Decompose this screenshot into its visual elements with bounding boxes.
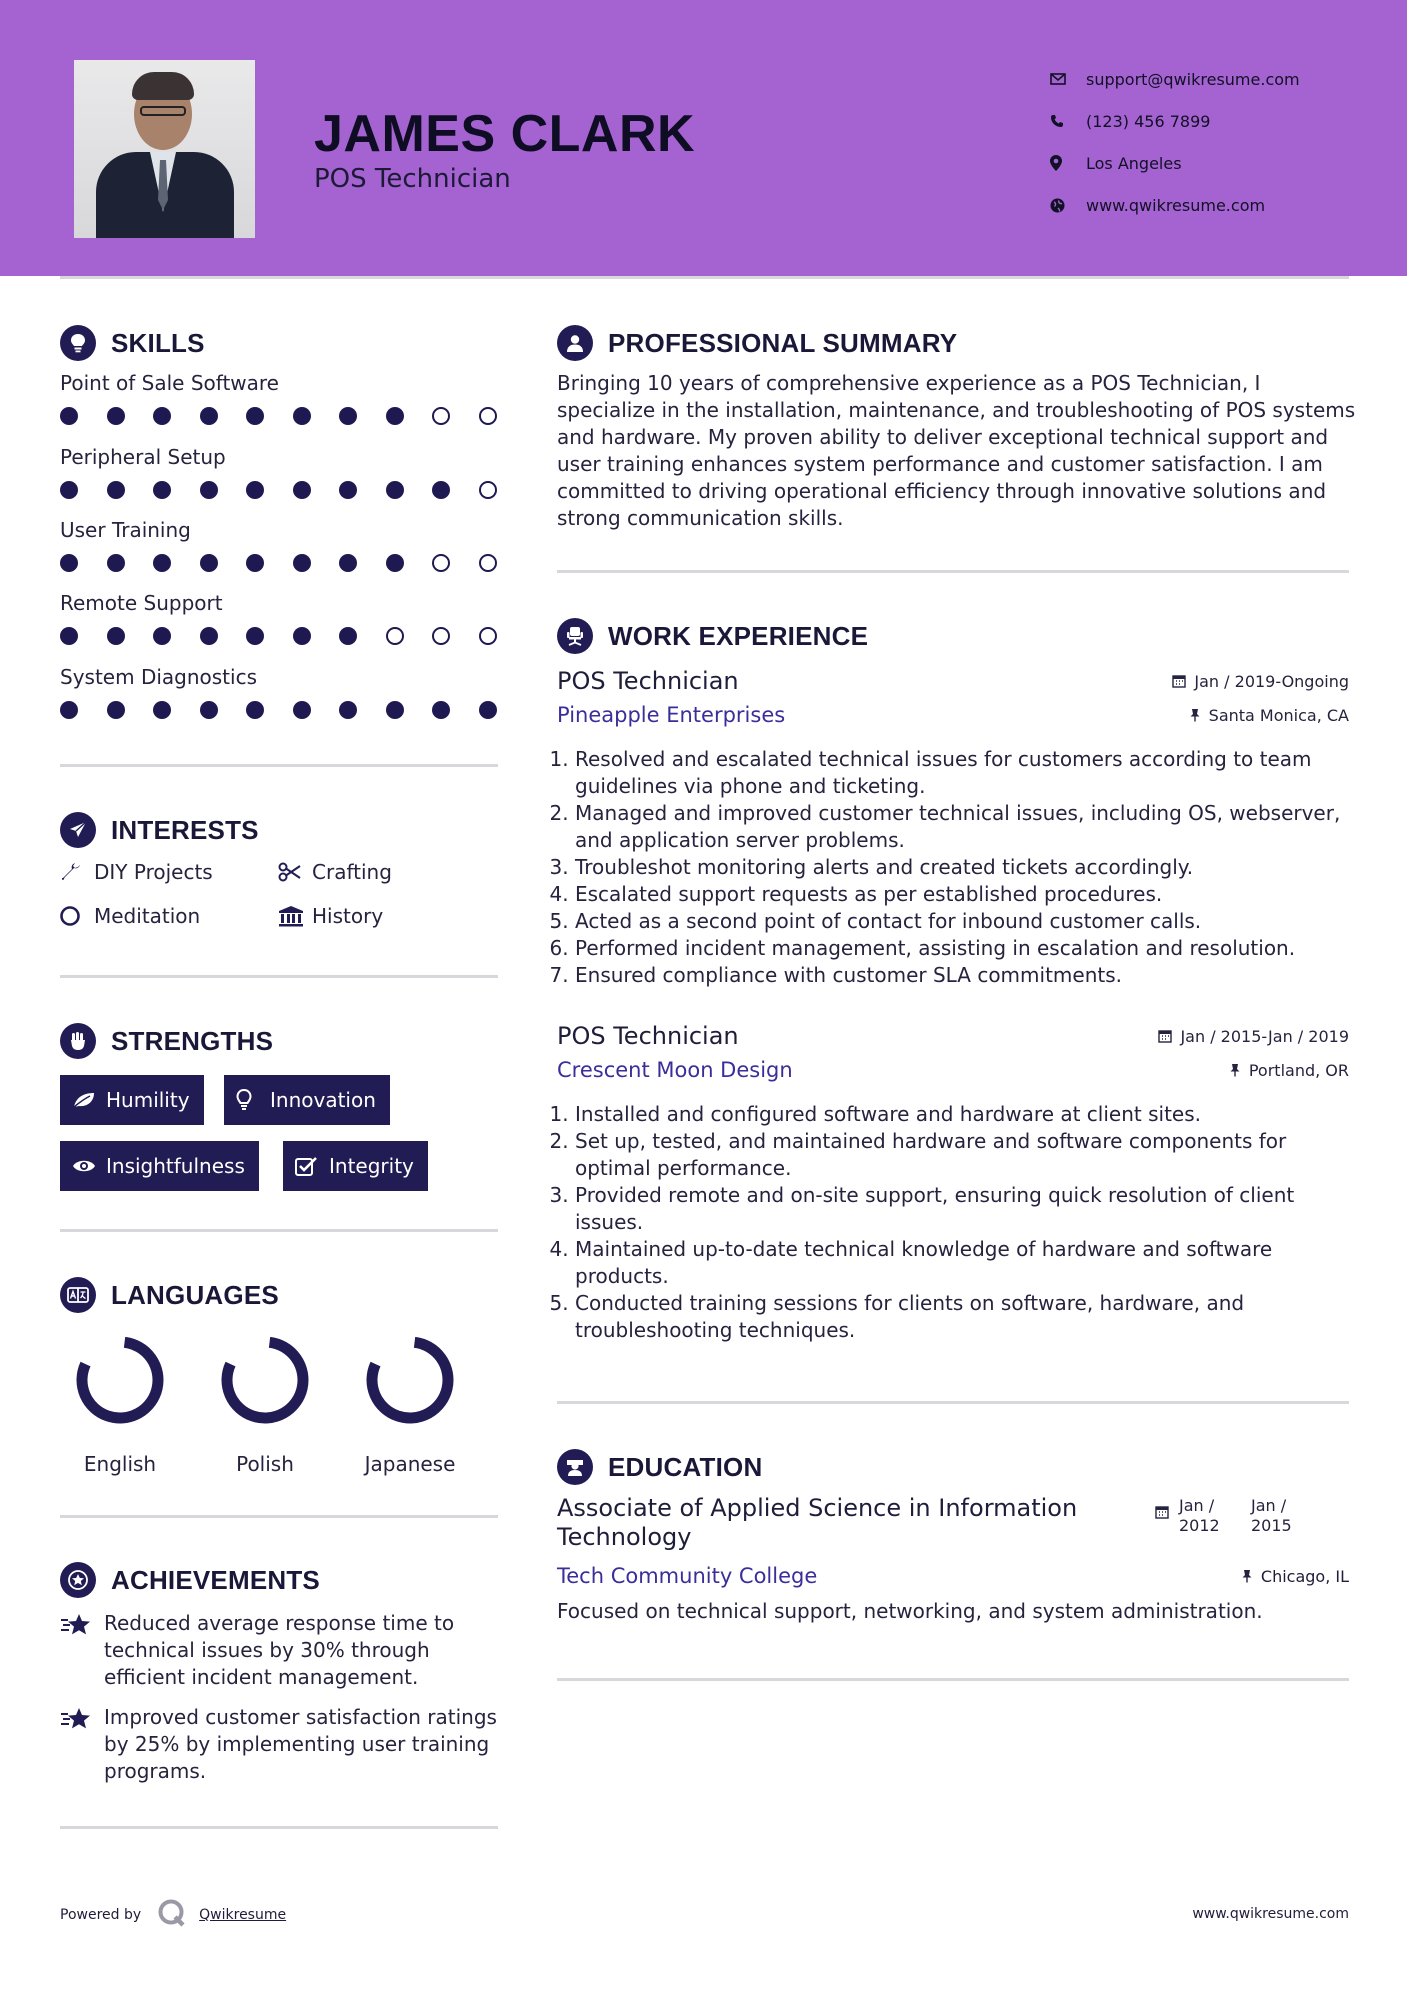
map-pin-icon xyxy=(1050,155,1086,171)
user-icon xyxy=(557,325,593,361)
language-name: English xyxy=(83,1452,157,1476)
language-item xyxy=(340,1330,480,1476)
check-square-icon xyxy=(295,1156,329,1176)
rating-dot-filled xyxy=(386,554,404,572)
job-location-text: Portland, OR xyxy=(1248,1060,1349,1080)
rating-dot-filled xyxy=(246,407,264,425)
rating-dot-filled xyxy=(293,627,311,645)
envelope-icon xyxy=(1050,73,1086,85)
language-progress-arc xyxy=(227,1342,303,1418)
rating-dot-filled xyxy=(293,701,311,719)
rating-dot-filled xyxy=(246,554,264,572)
footer-powered-by xyxy=(60,1898,286,1932)
skill-name: User Training xyxy=(60,518,191,542)
calendar-icon xyxy=(1155,1505,1169,1519)
skill-name: Remote Support xyxy=(60,591,223,615)
rating-dot-filled xyxy=(107,407,125,425)
strength-tag xyxy=(224,1075,390,1125)
achievements-heading xyxy=(60,1562,320,1598)
strength-tag xyxy=(60,1141,259,1191)
rating-dot-filled xyxy=(60,407,78,425)
job-bullet: 2. Set up, tested, and maintained hardware and software components for optimal performance. xyxy=(575,1128,1349,1182)
summary-text: Bringing 10 years of comprehensive experience as a POS Technician, I specialize in the installation, maintenance, and troubleshooting of POS systems and hardware. My proven ability to deliver exceptional technical support and user training enhances system performance and customer satisfaction. I am committed to driving operational efficiency through innovative solutions and strong communication skills. xyxy=(557,371,1356,530)
contact-website-text: www.qwikresume.com xyxy=(1086,195,1266,215)
phone-icon xyxy=(1050,114,1086,128)
rating-dot-empty xyxy=(432,627,450,645)
eye-icon xyxy=(72,1158,106,1174)
globe-icon xyxy=(1050,198,1086,213)
rating-dot-filled xyxy=(246,627,264,645)
lightbulb-icon xyxy=(60,325,96,361)
education-start: Jan / 2012 xyxy=(1179,1496,1220,1535)
interest-item xyxy=(278,904,383,928)
skills-title: SKILLS xyxy=(111,327,205,358)
achievement-text: Improved customer satisfaction ratings by 25% by implementing user training programs. xyxy=(104,1705,497,1783)
candidate-title: POS Technician xyxy=(314,164,511,194)
rating-dot-filled xyxy=(200,481,218,499)
education-heading xyxy=(557,1449,762,1485)
skill-item xyxy=(60,515,500,581)
job-bullet: 5. Acted as a second point of contact for inbound customer calls. xyxy=(575,908,1349,935)
skill-item xyxy=(60,442,500,508)
rating-dot-filled xyxy=(432,701,450,719)
summary-heading xyxy=(557,325,957,361)
pin-icon xyxy=(1229,1063,1241,1077)
rating-dot-filled xyxy=(153,627,171,645)
rating-dot-filled xyxy=(107,554,125,572)
rating-dot-filled xyxy=(479,701,497,719)
rating-dot-filled xyxy=(293,481,311,499)
profile-photo xyxy=(74,60,255,238)
contact-location-text: Los Angeles xyxy=(1086,153,1182,173)
job-location-text: Santa Monica, CA xyxy=(1208,705,1349,725)
lightbulb-icon xyxy=(236,1089,270,1111)
rating-dot-filled xyxy=(107,481,125,499)
contact-location xyxy=(1050,142,1300,184)
interest-label: Meditation xyxy=(94,904,201,928)
rating-dot-filled xyxy=(200,701,218,719)
rating-dot-filled xyxy=(339,407,357,425)
pin-icon xyxy=(1189,708,1201,722)
interest-item xyxy=(60,860,213,884)
calendar-icon xyxy=(1158,1029,1172,1043)
achievement-text: Reduced average response time to technical issues by 30% through efficient incident management. xyxy=(104,1611,455,1689)
rating-dot-filled xyxy=(386,407,404,425)
graduate-icon xyxy=(557,1449,593,1485)
job-dates-text: Jan / 2019-Ongoing xyxy=(1194,671,1349,691)
contact-email[interactable] xyxy=(1050,58,1300,100)
shooting-star-icon xyxy=(60,1610,104,1691)
job-title: POS Technician xyxy=(557,667,739,695)
skill-item xyxy=(60,662,500,728)
skill-rating xyxy=(60,545,500,581)
skill-rating xyxy=(60,618,500,654)
education-title: EDUCATION xyxy=(608,1451,763,1482)
rating-dot-filled xyxy=(153,407,171,425)
rating-dot-filled xyxy=(246,701,264,719)
language-progress-arc xyxy=(372,1342,448,1418)
language-name: Japanese xyxy=(364,1452,456,1476)
star-badge-icon xyxy=(60,1562,96,1598)
strength-tag xyxy=(60,1075,204,1125)
powered-by-text: Powered by xyxy=(60,1907,142,1923)
rating-dot-filled xyxy=(386,701,404,719)
rating-dot-filled xyxy=(153,554,171,572)
job-title: POS Technician xyxy=(557,1022,739,1050)
job-bullet: 4. Maintained up-to-date technical knowledge of hardware and software products. xyxy=(575,1236,1349,1290)
rating-dot-filled xyxy=(339,627,357,645)
circle-icon xyxy=(60,905,94,927)
job-bullet: 3. Troubleshot monitoring alerts and created tickets accordingly. xyxy=(575,854,1349,881)
strength-label: Integrity xyxy=(329,1154,414,1178)
experience-entry xyxy=(557,664,1349,989)
contact-phone-text: (123) 456 7899 xyxy=(1086,111,1211,131)
interest-label: History xyxy=(312,904,384,928)
experience-entry xyxy=(557,1019,1349,1344)
rating-dot-empty xyxy=(479,627,497,645)
section-divider xyxy=(557,1678,1349,1681)
rating-dot-filled xyxy=(432,481,450,499)
fist-icon xyxy=(60,1023,96,1059)
achievement-item xyxy=(60,1610,500,1691)
rating-dot-filled xyxy=(107,627,125,645)
job-dates xyxy=(1158,1027,1349,1046)
skills-heading xyxy=(60,325,205,361)
school-location-text: Chicago, IL xyxy=(1260,1566,1349,1586)
interest-label: Crafting xyxy=(312,860,392,884)
job-location xyxy=(1229,1061,1349,1080)
job-company: Crescent Moon Design xyxy=(557,1058,793,1082)
language-item xyxy=(195,1330,335,1476)
rating-dot-filled xyxy=(200,554,218,572)
rating-dot-filled xyxy=(200,407,218,425)
rating-dot-empty xyxy=(432,407,450,425)
language-ring xyxy=(195,1330,335,1430)
skill-rating xyxy=(60,692,500,728)
skill-rating xyxy=(60,472,500,508)
calendar-icon xyxy=(1172,674,1186,688)
rating-dot-filled xyxy=(339,701,357,719)
job-bullets xyxy=(557,746,1349,989)
skill-name: Point of Sale Software xyxy=(60,371,279,395)
candidate-name: JAMES CLARK xyxy=(314,105,696,163)
rating-dot-empty xyxy=(479,481,497,499)
rating-dot-filled xyxy=(60,481,78,499)
interests-heading xyxy=(60,812,259,848)
degree-title: Associate of Applied Science in Information Technology xyxy=(557,1494,1078,1551)
footer-url[interactable]: www.qwikresume.com xyxy=(1192,1906,1349,1922)
contact-phone[interactable] xyxy=(1050,100,1300,142)
resume-header xyxy=(0,0,1407,276)
skill-name: System Diagnostics xyxy=(60,665,257,689)
wrench-icon xyxy=(60,861,94,883)
rating-dot-filled xyxy=(293,407,311,425)
contact-list xyxy=(1050,58,1300,226)
job-bullets xyxy=(557,1101,1349,1344)
education-end: Jan / 2015 xyxy=(1251,1496,1292,1535)
experience-heading xyxy=(557,618,868,654)
skill-item xyxy=(60,368,500,434)
achievements-title: ACHIEVEMENTS xyxy=(111,1564,320,1595)
language-icon xyxy=(60,1277,96,1313)
skill-rating xyxy=(60,398,500,434)
language-ring xyxy=(340,1330,480,1430)
header-divider xyxy=(60,276,1349,279)
school-location xyxy=(1241,1567,1349,1586)
language-name: Polish xyxy=(236,1452,294,1476)
strengths-heading xyxy=(60,1023,273,1059)
languages-title: LANGUAGES xyxy=(111,1279,279,1310)
contact-email-text: support@qwikresume.com xyxy=(1086,69,1300,89)
job-bullet: 5. Conducted training sessions for clients on software, hardware, and troubleshooting techniques. xyxy=(575,1290,1349,1344)
leaf-icon xyxy=(72,1091,106,1109)
section-divider xyxy=(60,1229,498,1232)
section-divider xyxy=(60,764,498,767)
office-chair-icon xyxy=(557,618,593,654)
education-dates xyxy=(1155,1496,1323,1536)
qwikresume-logo-icon xyxy=(157,1898,187,1932)
job-dates-text: Jan / 2015-Jan / 2019 xyxy=(1180,1026,1349,1046)
section-divider xyxy=(60,1826,498,1829)
job-bullet: 7. Ensured compliance with customer SLA commitments. xyxy=(575,962,1349,989)
rating-dot-filled xyxy=(60,627,78,645)
job-bullet: 1. Installed and configured software and hardware at client sites. xyxy=(575,1101,1349,1128)
rating-dot-filled xyxy=(153,701,171,719)
rating-dot-empty xyxy=(479,554,497,572)
job-company: Pineapple Enterprises xyxy=(557,703,786,727)
section-divider xyxy=(557,1401,1349,1404)
skill-name: Peripheral Setup xyxy=(60,445,226,469)
education-description: Focused on technical support, networking, and system administration. xyxy=(557,1599,1263,1623)
strength-label: Humility xyxy=(106,1088,190,1112)
qwikresume-link[interactable]: Qwikresume xyxy=(199,1907,287,1923)
rating-dot-empty xyxy=(386,627,404,645)
rating-dot-filled xyxy=(107,701,125,719)
summary-title: PROFESSIONAL SUMMARY xyxy=(608,327,958,358)
interests-title: INTERESTS xyxy=(111,814,259,845)
language-ring xyxy=(50,1330,190,1430)
pin-icon xyxy=(1241,1569,1253,1583)
language-progress-arc xyxy=(82,1342,158,1418)
section-divider xyxy=(60,1515,498,1518)
strength-label: Innovation xyxy=(270,1088,376,1112)
section-divider xyxy=(60,975,498,978)
interest-label: DIY Projects xyxy=(94,860,213,884)
rating-dot-filled xyxy=(60,554,78,572)
school-name: Tech Community College xyxy=(557,1564,818,1588)
job-bullet: 4. Escalated support requests as per established procedures. xyxy=(575,881,1349,908)
rating-dot-filled xyxy=(386,481,404,499)
job-dates xyxy=(1172,672,1349,691)
strength-label: Insightfulness xyxy=(106,1154,245,1178)
rating-dot-filled xyxy=(200,627,218,645)
job-bullet: 1. Resolved and escalated technical issues for customers according to team guidelines via phone and ticketing. xyxy=(575,746,1349,800)
section-divider xyxy=(557,570,1349,573)
strength-tag xyxy=(283,1141,428,1191)
rating-dot-filled xyxy=(246,481,264,499)
job-bullet: 2. Managed and improved customer technical issues, including OS, webserver, and application server problems. xyxy=(575,800,1349,854)
contact-website[interactable] xyxy=(1050,184,1300,226)
rating-dot-empty xyxy=(432,554,450,572)
languages-heading xyxy=(60,1277,279,1313)
language-item xyxy=(50,1330,190,1476)
rating-dot-filled xyxy=(60,701,78,719)
strengths-title: STRENGTHS xyxy=(111,1025,274,1056)
interest-item xyxy=(60,904,200,928)
rating-dot-filled xyxy=(293,554,311,572)
rating-dot-empty xyxy=(479,407,497,425)
job-bullet: 3. Provided remote and on-site support, ensuring quick resolution of client issues. xyxy=(575,1182,1349,1236)
job-location xyxy=(1189,706,1349,725)
education-entry xyxy=(557,1494,1349,1625)
shooting-star-icon xyxy=(60,1704,104,1785)
rating-dot-filled xyxy=(339,481,357,499)
paper-plane-icon xyxy=(60,812,96,848)
rating-dot-filled xyxy=(339,554,357,572)
achievement-item xyxy=(60,1704,500,1785)
rating-dot-filled xyxy=(153,481,171,499)
museum-icon xyxy=(278,905,312,927)
scissors-icon xyxy=(278,862,312,882)
experience-title: WORK EXPERIENCE xyxy=(608,620,869,651)
skill-item xyxy=(60,588,500,654)
job-bullet: 6. Performed incident management, assisting in escalation and resolution. xyxy=(575,935,1349,962)
interest-item xyxy=(278,860,392,884)
